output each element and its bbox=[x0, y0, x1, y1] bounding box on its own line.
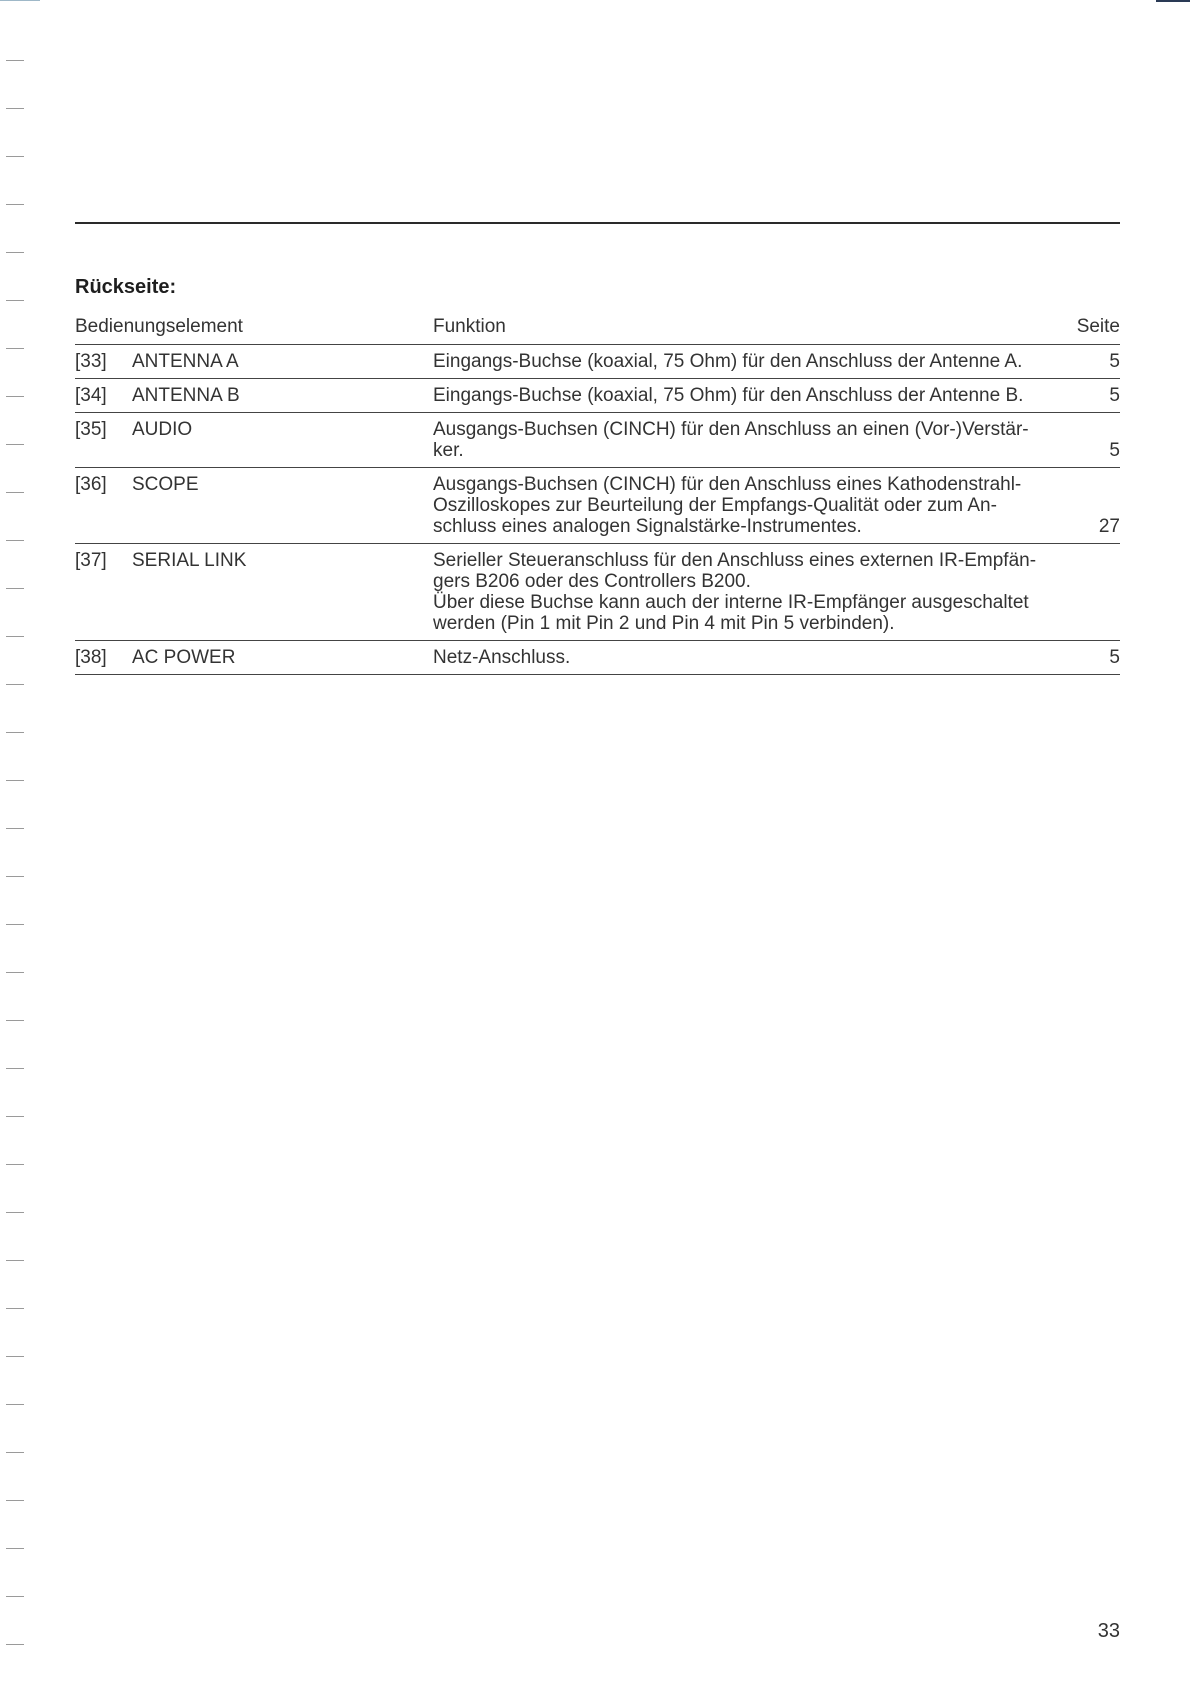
margin-tick bbox=[6, 876, 24, 877]
funktion-line: Serieller Steueranschluss für den Anschluss eines externen IR-Empfän- bbox=[433, 550, 1037, 571]
funktion-line: Eingangs-Buchse (koaxial, 75 Ohm) für den Anschluss der Antenne A. bbox=[433, 351, 1023, 372]
funktion-cell bbox=[433, 468, 1073, 544]
seite-cell: 5 bbox=[1073, 413, 1120, 468]
margin-tick bbox=[6, 1452, 24, 1453]
margin-tick bbox=[6, 540, 24, 541]
element-cell bbox=[75, 413, 433, 468]
funktion-cell bbox=[433, 345, 1073, 379]
margin-tick bbox=[6, 60, 24, 61]
margin-tick bbox=[6, 1500, 24, 1501]
table-row bbox=[75, 641, 1120, 675]
funktion-line: ker. bbox=[433, 440, 464, 461]
element-name: SERIAL LINK bbox=[132, 550, 247, 571]
margin-tick bbox=[6, 1308, 24, 1309]
element-cell bbox=[75, 345, 433, 379]
funktion-line: Über diese Buchse kann auch der interne IR-Empfänger ausgeschaltet bbox=[433, 592, 1029, 613]
element-number: [35] bbox=[75, 419, 107, 440]
margin-tick bbox=[6, 1164, 24, 1165]
table-row bbox=[75, 379, 1120, 413]
margin-tick bbox=[6, 204, 24, 205]
funktion-line: schluss eines analogen Signalstärke-Instrumentes. bbox=[433, 516, 862, 537]
header-element: Bedienungselement bbox=[75, 312, 433, 345]
margin-tick bbox=[6, 684, 24, 685]
margin-tick bbox=[6, 1068, 24, 1069]
table-row bbox=[75, 468, 1120, 544]
margin-tick bbox=[6, 1596, 24, 1597]
table-body bbox=[75, 345, 1120, 675]
margin-tick bbox=[6, 1116, 24, 1117]
header-rule bbox=[75, 222, 1120, 224]
seite-cell bbox=[1073, 544, 1120, 641]
funktion-cell bbox=[433, 379, 1073, 413]
margin-tick bbox=[6, 1404, 24, 1405]
element-cell bbox=[75, 544, 433, 641]
table-row bbox=[75, 345, 1120, 379]
header-funktion: Funktion bbox=[433, 312, 1073, 345]
binding-margin-ticks bbox=[0, 0, 30, 1683]
element-cell bbox=[75, 468, 433, 544]
element-number: [34] bbox=[75, 385, 107, 406]
table-row bbox=[75, 544, 1120, 641]
element-number: [38] bbox=[75, 647, 107, 668]
section-title: Rückseite: bbox=[75, 276, 177, 298]
funktion-line: Ausgangs-Buchsen (CINCH) für den Anschluss eines Kathodenstrahl- bbox=[433, 474, 1022, 495]
element-number: [37] bbox=[75, 550, 107, 571]
seite-cell: 5 bbox=[1073, 379, 1120, 413]
margin-tick bbox=[6, 300, 24, 301]
margin-tick bbox=[6, 1212, 24, 1213]
element-cell bbox=[75, 641, 433, 675]
margin-tick bbox=[6, 1644, 24, 1645]
seite-cell: 5 bbox=[1073, 345, 1120, 379]
funktion-cell bbox=[433, 641, 1073, 675]
margin-tick bbox=[6, 732, 24, 733]
margin-tick bbox=[6, 636, 24, 637]
element-name: SCOPE bbox=[132, 474, 199, 495]
header-seite: Seite bbox=[1073, 312, 1120, 345]
element-name: AUDIO bbox=[132, 419, 193, 440]
margin-tick bbox=[6, 588, 24, 589]
margin-tick bbox=[6, 492, 24, 493]
funktion-line: Netz-Anschluss. bbox=[433, 647, 571, 668]
controls-table bbox=[75, 312, 1120, 675]
funktion-cell bbox=[433, 544, 1073, 641]
margin-tick bbox=[6, 108, 24, 109]
margin-tick bbox=[6, 252, 24, 253]
element-number: [33] bbox=[75, 351, 107, 372]
margin-tick bbox=[6, 1356, 24, 1357]
funktion-cell bbox=[433, 413, 1073, 468]
element-name: ANTENNA A bbox=[132, 351, 239, 372]
margin-tick bbox=[6, 828, 24, 829]
scan-corner-mark-right bbox=[1156, 0, 1190, 2]
margin-tick bbox=[6, 396, 24, 397]
margin-tick bbox=[6, 444, 24, 445]
margin-tick bbox=[6, 1020, 24, 1021]
margin-tick bbox=[6, 924, 24, 925]
element-number: [36] bbox=[75, 474, 107, 495]
margin-tick bbox=[6, 972, 24, 973]
margin-tick bbox=[6, 156, 24, 157]
funktion-line: gers B206 oder des Controllers B200. bbox=[433, 571, 751, 592]
margin-tick bbox=[6, 1548, 24, 1549]
page-number: 33 bbox=[1097, 1620, 1120, 1642]
margin-tick bbox=[6, 780, 24, 781]
seite-cell: 5 bbox=[1073, 641, 1120, 675]
funktion-line: werden (Pin 1 mit Pin 2 und Pin 4 mit Pin 5 verbinden). bbox=[433, 613, 895, 634]
funktion-line: Ausgangs-Buchsen (CINCH) für den Anschluss an einen (Vor-)Verstär- bbox=[433, 419, 1029, 440]
table-header-row bbox=[75, 312, 1120, 345]
margin-tick bbox=[6, 348, 24, 349]
table-row bbox=[75, 413, 1120, 468]
seite-cell: 27 bbox=[1073, 468, 1120, 544]
element-name: ANTENNA B bbox=[132, 385, 240, 406]
element-cell bbox=[75, 379, 433, 413]
margin-tick bbox=[6, 1260, 24, 1261]
funktion-line: Oszilloskopes zur Beurteilung der Empfangs-Qualität oder zum An- bbox=[433, 495, 997, 516]
element-name: AC POWER bbox=[132, 647, 236, 668]
funktion-line: Eingangs-Buchse (koaxial, 75 Ohm) für den Anschluss der Antenne B. bbox=[433, 385, 1024, 406]
